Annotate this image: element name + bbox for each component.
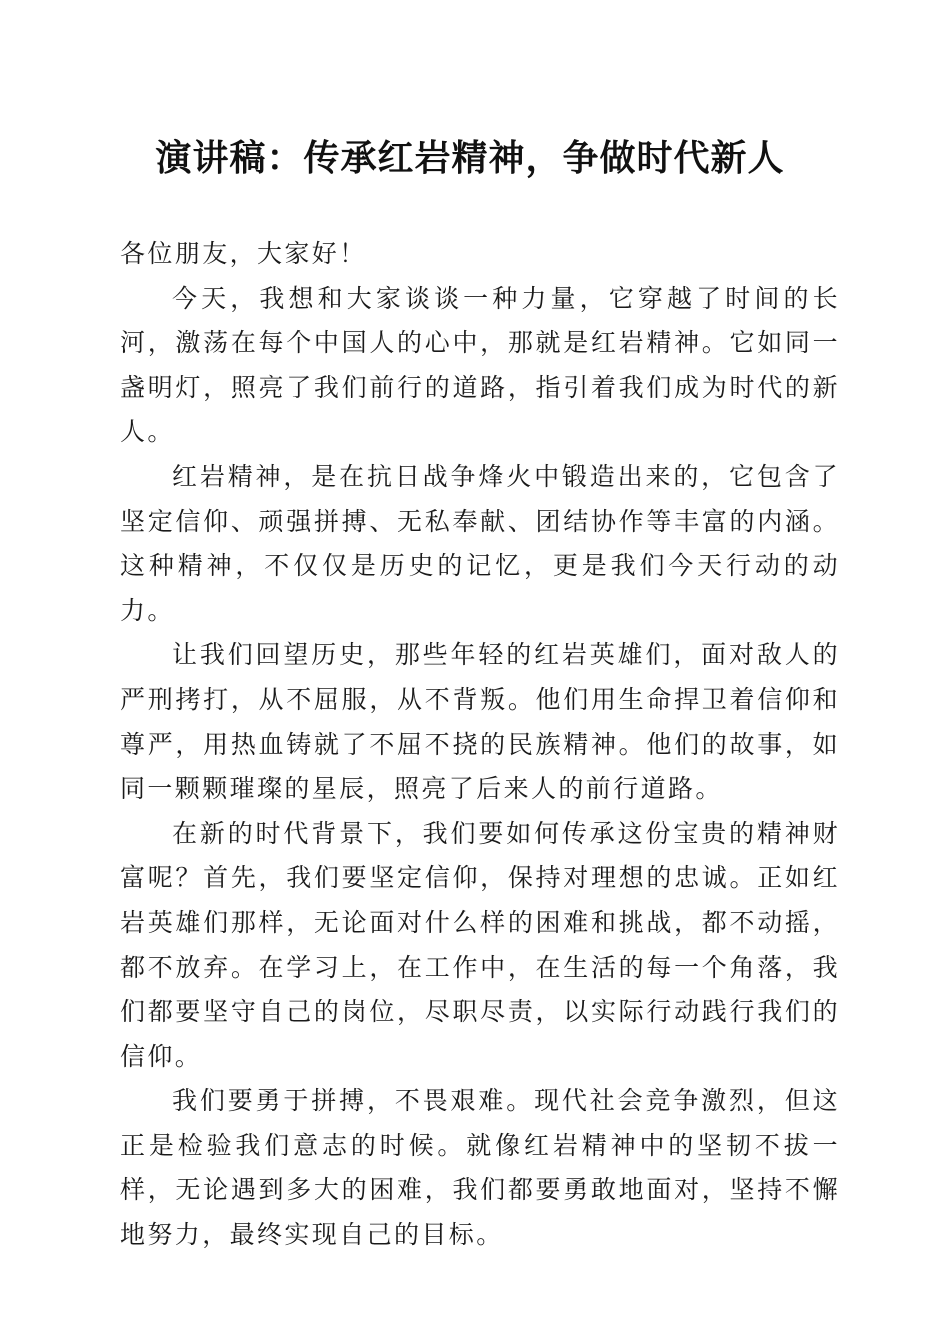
document-title: 演讲稿：传承红岩精神，争做时代新人 bbox=[155, 137, 785, 179]
paragraph-5: 我们要勇于拼搏，不畏艰难。现代社会竞争激烈，但这正是检验我们意志的时候。就像红岩精神中的坚韧不拔一样，无论遇到多大的困难，我们都要勇敢地面对，坚持不懈地努力，最终实现自己的目标。 bbox=[120, 1086, 840, 1250]
greeting: 各位朋友，大家好！ bbox=[120, 239, 367, 268]
paragraph-4: 在新的时代背景下，我们要如何传承这份宝贵的精神财富呢？首先，我们要坚定信仰，保持对理想的忠诚。正如红岩英雄们那样，无论面对什么样的困难和挑战，都不动摇，都不放弃。在学习上，在工作中，在生活的每一个角落，我们都要坚守自己的岗位，尽职尽责，以实际行动践行我们的信仰。 bbox=[120, 818, 840, 1071]
paragraph-1: 今天，我想和大家谈谈一种力量，它穿越了时间的长河，激荡在每个中国人的心中，那就是红岩精神。它如同一盏明灯，照亮了我们前行的道路，指引着我们成为时代的新人。 bbox=[120, 283, 840, 447]
paragraph-2: 红岩精神，是在抗日战争烽火中锻造出来的，它包含了坚定信仰、顽强拼搏、无私奉献、团结协作等丰富的内涵。这种精神，不仅仅是历史的记忆，更是我们今天行动的动力。 bbox=[120, 461, 840, 625]
document-body bbox=[120, 232, 840, 1258]
paragraph-3: 让我们回望历史，那些年轻的红岩英雄们，面对敌人的严刑拷打，从不屈服，从不背叛。他们用生命捍卫着信仰和尊严，用热血铸就了不屈不挠的民族精神。他们的故事，如同一颗颗璀璨的星辰，照亮了后来人的前行道路。 bbox=[120, 640, 840, 804]
